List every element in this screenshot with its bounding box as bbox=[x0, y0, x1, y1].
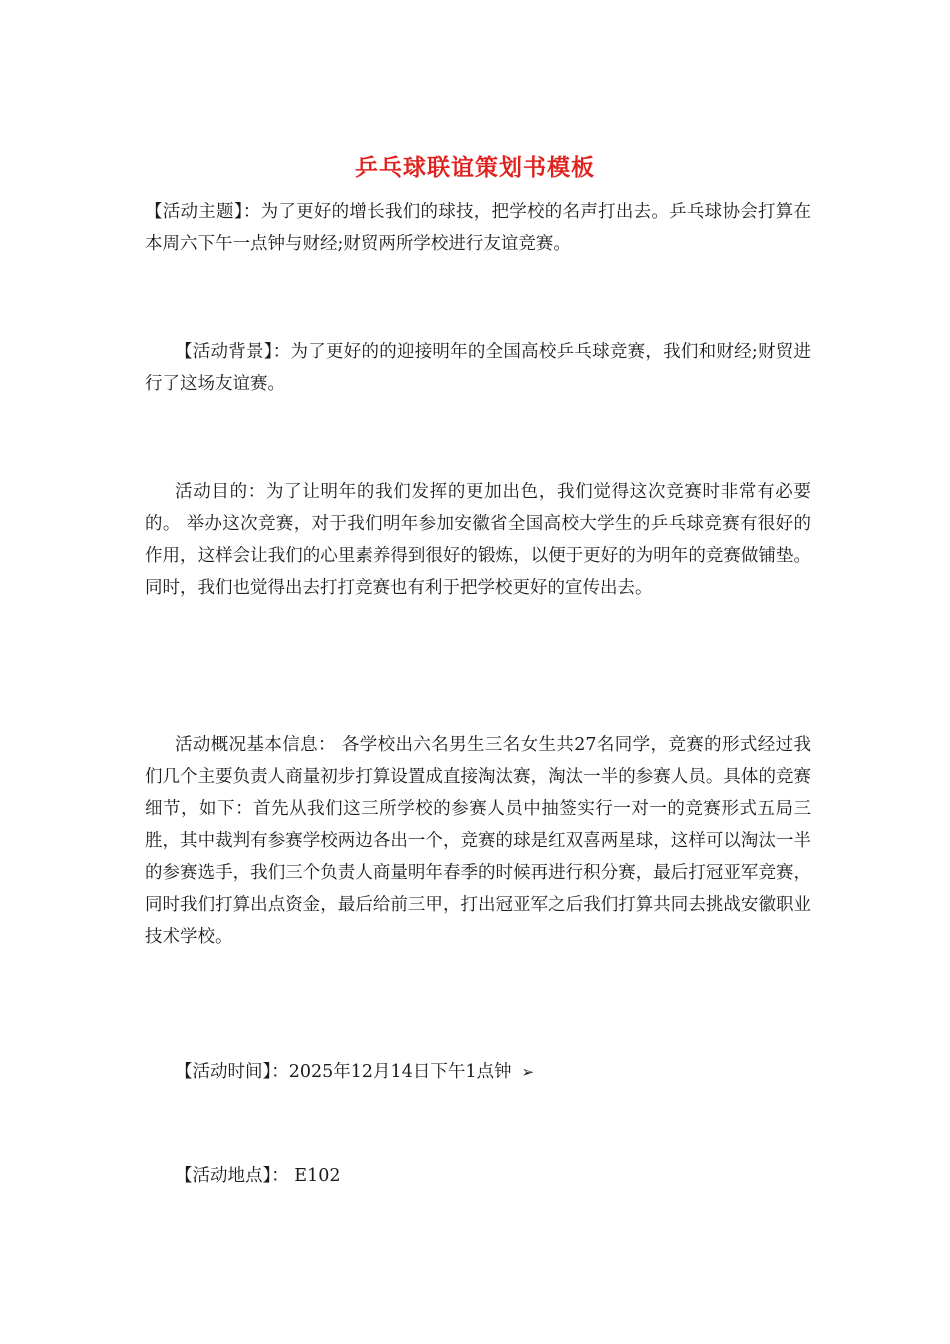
background-paragraph: 【活动背景】：为了更好的的迎接明年的全国高校乒乓球竞赛，我们和财经;财贸进行了这场友谊赛。 bbox=[145, 342, 811, 394]
overview-paragraph: 活动概况基本信息： 各学校出六名男生三名女生共27名同学，竞赛的形式经过我们几个主要负责人商量初步打算设置成直接淘汰赛，淘汰一半的参赛人员。具体的竞赛细节，如下：首先从我们这三所学校的参赛人员中抽签实行一对一的竞赛形式五局三胜，其中裁判有参赛学校两边各出一个，竞赛的球是红双喜两星球，这样可以淘汰一半的参赛选手，我们三个负责人商量明年春季的时候再进行积分赛，最后打冠亚军竞赛，同时我们打算出点资金，最后给前三甲，打出冠亚军之后我们打算共同去挑战安徽职业技术学校。 bbox=[145, 735, 811, 947]
arrow-bullet-icon: ➢ bbox=[521, 1063, 535, 1081]
document-title: 乒乓球联谊策划书模板 bbox=[355, 154, 595, 181]
location-paragraph: 【活动地点】： E102 bbox=[175, 1166, 341, 1186]
time-paragraph bbox=[145, 1056, 811, 1088]
purpose-paragraph: 活动目的：为了让明年的我们发挥的更加出色，我们觉得这次竞赛时非常有必要的。 举办这次竞赛，对于我们明年参加安徽省全国高校大学生的乒乓球竞赛有很好的作用，这样会让我们的心里素养得到很好的锻炼，以便于更好的为明年的竞赛做铺垫。同时，我们也觉得出去打打竞赛也有利于把学校更好的宣传出去。 bbox=[145, 482, 811, 598]
time-text: 【活动时间】：2025年12月14日下午1点钟 bbox=[175, 1062, 512, 1082]
theme-paragraph: 【活动主题】：为了更好的增长我们的球技，把学校的名声打出去。乒乓球协会打算在本周六下午一点钟与财经;财贸两所学校进行友谊竞赛。 bbox=[145, 202, 811, 254]
